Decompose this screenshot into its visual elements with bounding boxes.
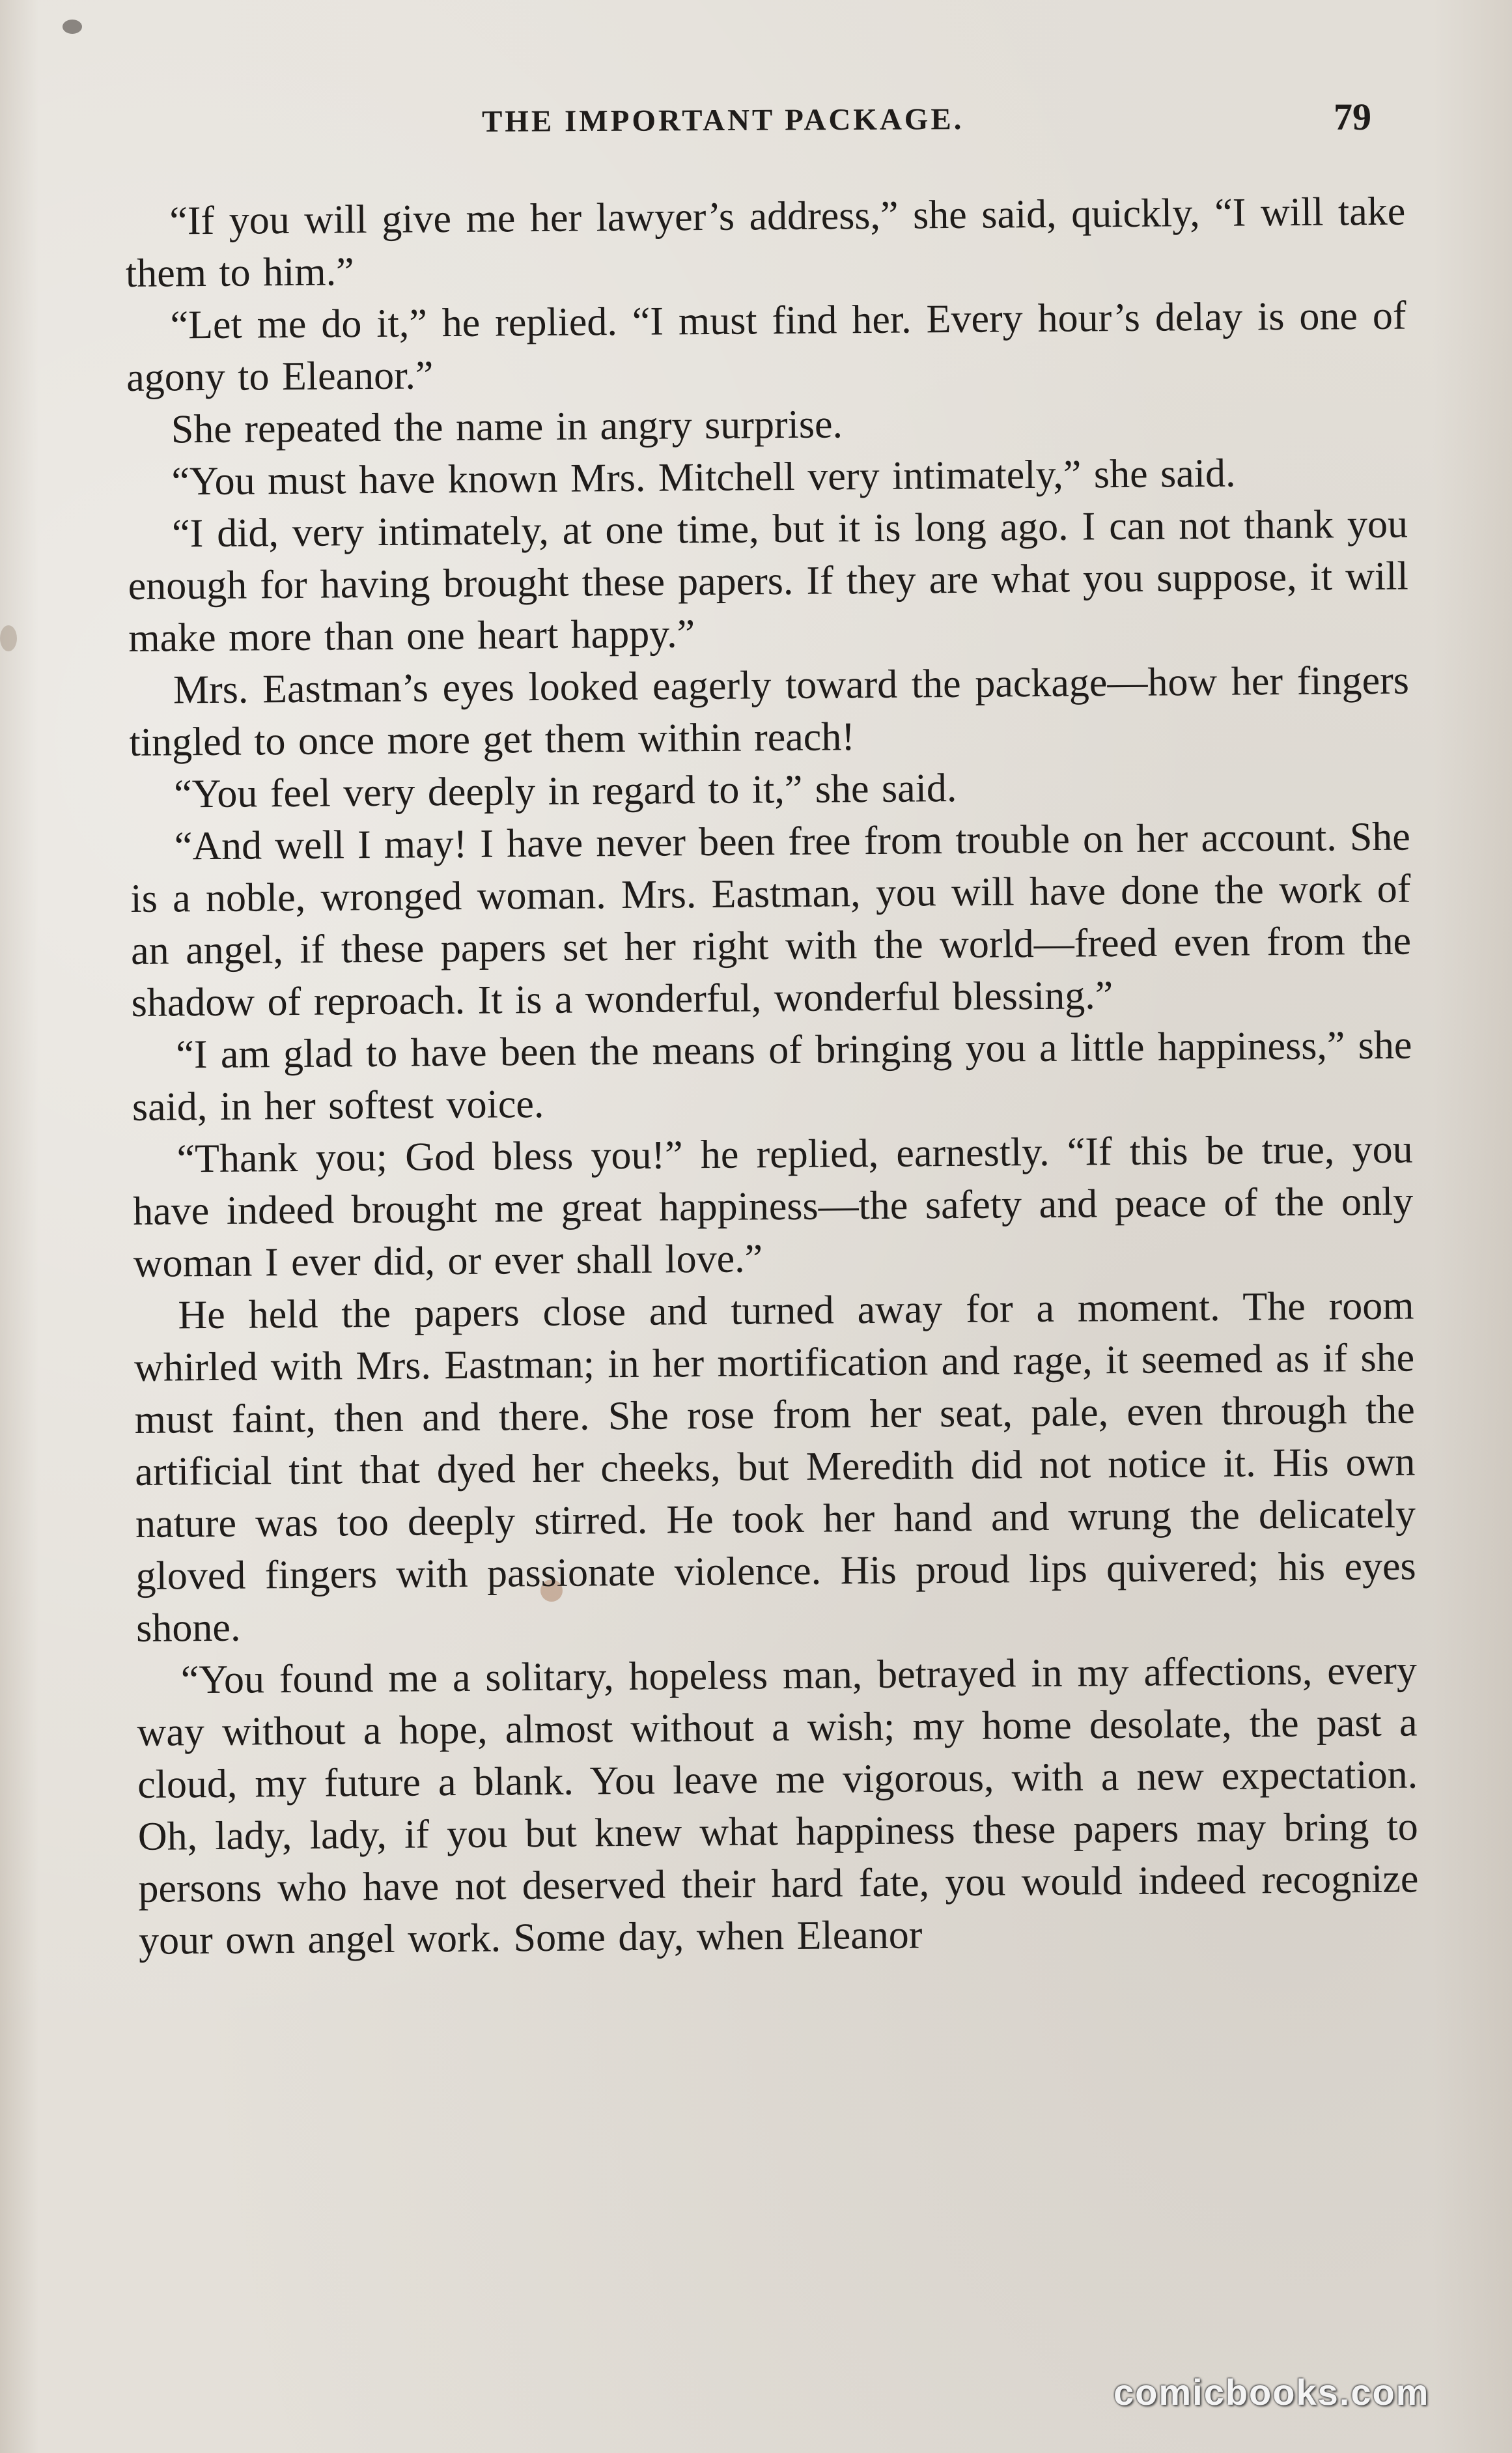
stain-spot — [0, 625, 17, 651]
page-header — [0, 98, 1512, 143]
paragraph: “Let me do it,” he replied. “I must find her. Every hour’s delay is one of agony to Eleanor.” — [126, 293, 1407, 400]
paragraph: “If you will give me her lawyer’s address,” she said, quickly, “I will take them to him.” — [125, 189, 1406, 296]
running-head: THE IMPORTANT PACKAGE. — [481, 102, 964, 139]
paragraph: Mrs. Eastman’s eyes looked eagerly toward the package—how her fingers tingled to once more get them within reach! — [129, 658, 1410, 765]
paragraph: “I did, very intimately, at one time, but it is long ago. I can not thank you enough for having brought these papers. If they are what you suppose, it will make more than one heart happy.” — [128, 502, 1408, 660]
body-text — [125, 186, 1419, 1967]
paragraph: “I am glad to have been the means of bringing you a little happiness,” she said, in her softest voice. — [132, 1023, 1412, 1129]
paragraph: He held the papers close and turned away for a moment. The room whirled with Mrs. Eastman; in her mortification and rage, it seemed as if she must faint, then and there. She rose from her seat, pale, even through the artificial tint that dyed her cheeks, but Meredith did not notice it. His own nature was too deeply stirred. He took her hand and wrung the delicately gloved fingers with passionate violence. His proud lips quivered; his eyes shone. — [133, 1283, 1416, 1651]
paragraph: She repeated the name in angry surprise. — [171, 402, 843, 452]
watermark: comicbooks.com — [1113, 2372, 1430, 2413]
paragraph: “And well I may! I have never been free from trouble on her account. She is a noble, wronged woman. Mrs. Eastman, you will have done the work of an angel, if these papers set her right with the world—freed even from the shadow of reproach. It is a wonderful, wonderful blessing.” — [130, 814, 1412, 1025]
ink-spot — [63, 20, 82, 34]
page-number: 79 — [1334, 96, 1371, 138]
paragraph: “Thank you; God bless you!” he replied, earnestly. “If this be true, you have indeed brought me great happiness—the safety and peace of the only woman I ever did, or ever shall love.” — [132, 1127, 1414, 1286]
paragraph: “You found me a solitary, hopeless man, betrayed in my affections, every way without a hope, almost without a wish; my home desolate, the past a cloud, my future a blank. You leave me vigorous, with a new expectation. Oh, lady, lady, if you but knew what happiness these papers may bring to persons who have not deserved their hard fate, you would indeed recognize your own angel work. Some day, when Eleanor — [137, 1648, 1419, 1963]
paragraph: “You must have known Mrs. Mitchell very intimately,” she said. — [171, 451, 1236, 504]
paragraph: “You feel very deeply in regard to it,” she said. — [173, 765, 957, 817]
